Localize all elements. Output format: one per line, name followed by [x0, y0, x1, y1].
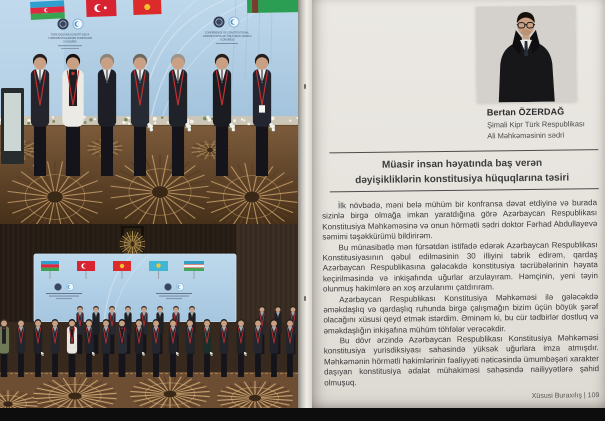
paragraph: Bu dövr ərzində Azərbaycan Respublikası Konstitusiya Məhkəməsi konstitusiya yurisdiksiyası sahəsində yüksək uğurlara imza atmışdır. Məhkəmənin hörmətli hakimlərinin fəaliyyəti nəticəsində ümumbəşəri xarakter daşıyan konstitusiya ədalət mühakiməsi sahəsində nailiyyətlərə şahid olmuşuq.	[323, 333, 600, 388]
stage-backdrop-bottom	[34, 254, 236, 322]
paragraph: İlk növbədə, məni belə mühüm bir konfransa dəvət etdiyinə və burada sizinlə birgə olmağa imkan yaratdığına görə Azərbaycan Respublikası Konstitusiya Məhkəməsinə və onun hörmətli sədri doktor Fərhad Abdullayevə səmimi təşəkkürümü bildirirəm.	[322, 198, 598, 242]
article-title: Müasir insan həyatında baş verən dəyişikliklərin konstitusiya hüquqlarına təsiri	[355, 157, 570, 187]
article-body	[322, 198, 599, 388]
banner-text-az: TÜRK DÜNYASI KONSTİTUSİYA	[50, 33, 90, 37]
table-edge	[0, 408, 605, 421]
svg-text:I KONQRES: I KONQRES	[63, 40, 77, 44]
turkmenistan-flag	[247, 0, 298, 13]
svg-text:I CONGRESS: I CONGRESS	[219, 39, 235, 42]
paragraph: Azərbaycan Respublikası Konstitusiya Məhkəməsi ilə gələcəkdə əməkdaşlıq və qardaşlıq ruhunda birgə çalışmağın bizim üçün böyük şərəf olacağını xüsusi qeyd etmək istərdim. Əminəm ki, bu cür tədbirlər dostluq və əməkdaşlığın inkişafına mühüm töhfələr verəcəkdir.	[323, 291, 599, 336]
kyrgyzstan-flag	[133, 0, 162, 15]
stage-floor	[0, 322, 298, 374]
title-rule-bottom	[330, 188, 599, 192]
left-page	[0, 0, 298, 408]
azerbaijan-flag	[30, 0, 65, 20]
portrait-photo	[476, 5, 577, 102]
svg-text:YURİSDİKSİYALARININ KONFRANSI: YURİSDİKSİYALARININ KONFRANSI	[47, 37, 93, 40]
conference-photo-bottom	[0, 224, 298, 408]
staple	[304, 84, 306, 89]
author-role: Şimali Kipr Türk Respublikası Ali Məhkəməsinin sədri	[486, 119, 585, 140]
paragraph: Bu münasibətlə mən fürsətdən istifadə edərək Azərbaycan Respublikası Konstitusiyasının qəbul edilməsinin 30 illiyini təbrik edirəm, qardaş Azərbaycan Respublikasına gələcəkdə konstitusiya təcrübələrinin həyata keçirilməsində və inkişafında uğurlar arzulayıram. Həmçinin, yeni təyin olunmuş hakimlərə ən xoş arzularımı çatdırıram.	[322, 239, 598, 294]
author-name: Bertan ÖZERDAĞ	[486, 106, 565, 118]
presentation-screen	[1, 88, 24, 164]
footer-page-info: Xüsusi Buraxılış | 109	[531, 392, 600, 400]
staple	[304, 296, 306, 301]
svg-text:JURISDICTIONS OF THE TURKIC WO: JURISDICTIONS OF THE TURKIC WORLD	[202, 34, 252, 38]
banner-text-en: CONFERENCE OF CONSTITUTIONAL	[204, 31, 250, 35]
right-page	[312, 0, 605, 408]
page-number: 109	[587, 392, 600, 400]
turkey-flag	[86, 0, 117, 17]
conference-photo-top	[0, 0, 298, 224]
title-rule-top	[329, 149, 598, 153]
author-block	[487, 106, 601, 141]
